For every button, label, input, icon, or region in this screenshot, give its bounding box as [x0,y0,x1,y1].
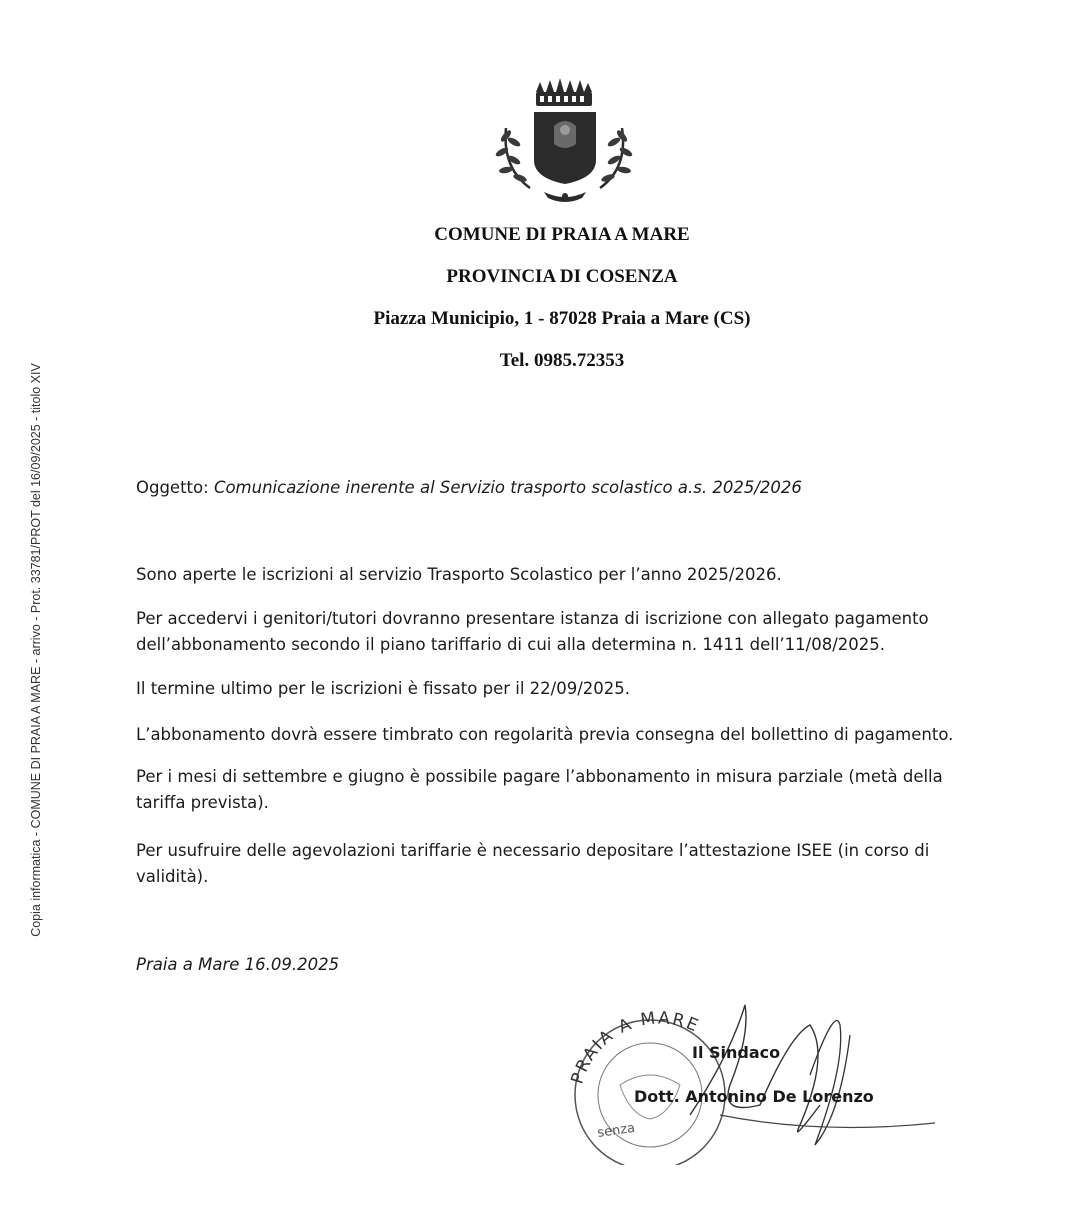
date-line: Praia a Mare 16.09.2025 [136,955,340,974]
signature-block [560,995,960,1165]
municipal-crest-icon [484,78,642,208]
paragraph: Per usufruire delle agevolazioni tariffarie è necessario depositare l’attestazione ISEE (in corso di validità). [136,841,930,886]
signature-title: Il Sindaco [692,1043,781,1062]
subject-label: Oggetto: [136,478,209,497]
municipality-name: COMUNE DI PRAIA A MARE [434,224,690,245]
stamp-text-top: PRAIA A MARE [567,1008,703,1087]
paragraph: Per accedervi i genitori/tutori dovranno presentare istanza di iscrizione con allegato pagamento dell’abbonamento secondo il piano tariffario di cui alla determina n. 1411 dell’11/08/2025. [136,609,929,654]
province-name: PROVINCIA DI COSENZA [446,266,678,287]
subject-line [136,475,986,501]
official-stamp-icon [560,995,960,1165]
paragraph: L’abbonamento dovrà essere timbrato con regolarità previa consegna del bollettino di pagamento. [136,725,954,744]
paragraph: Il termine ultimo per le iscrizioni è fissato per il 22/09/2025. [136,679,631,698]
stamp-text-bottom: senza [596,1120,637,1141]
municipality-phone: Tel. 0985.72353 [499,350,625,371]
signer-name: Dott. Antonino De Lorenzo [634,1087,874,1106]
paragraph: Sono aperte le iscrizioni al servizio Trasporto Scolastico per l’anno 2025/2026. [136,565,782,584]
subject-value: Comunicazione inerente al Servizio trasporto scolastico a.s. 2025/2026 [213,478,802,497]
paragraph: Per i mesi di settembre e giugno è possibile pagare l’abbonamento in misura parziale (metà della tariffa prevista). [136,767,943,812]
svg-text:PRAIA A MARE [567,1008,702,1086]
protocol-margin-note: Copia informatica - COMUNE DI PRAIA A MARE - arrivo - Prot. 33781/PROT del 16/09/2025 - titolo XIV [29,363,43,937]
municipality-address: Piazza Municipio, 1 - 87028 Praia a Mare (CS) [373,308,751,329]
